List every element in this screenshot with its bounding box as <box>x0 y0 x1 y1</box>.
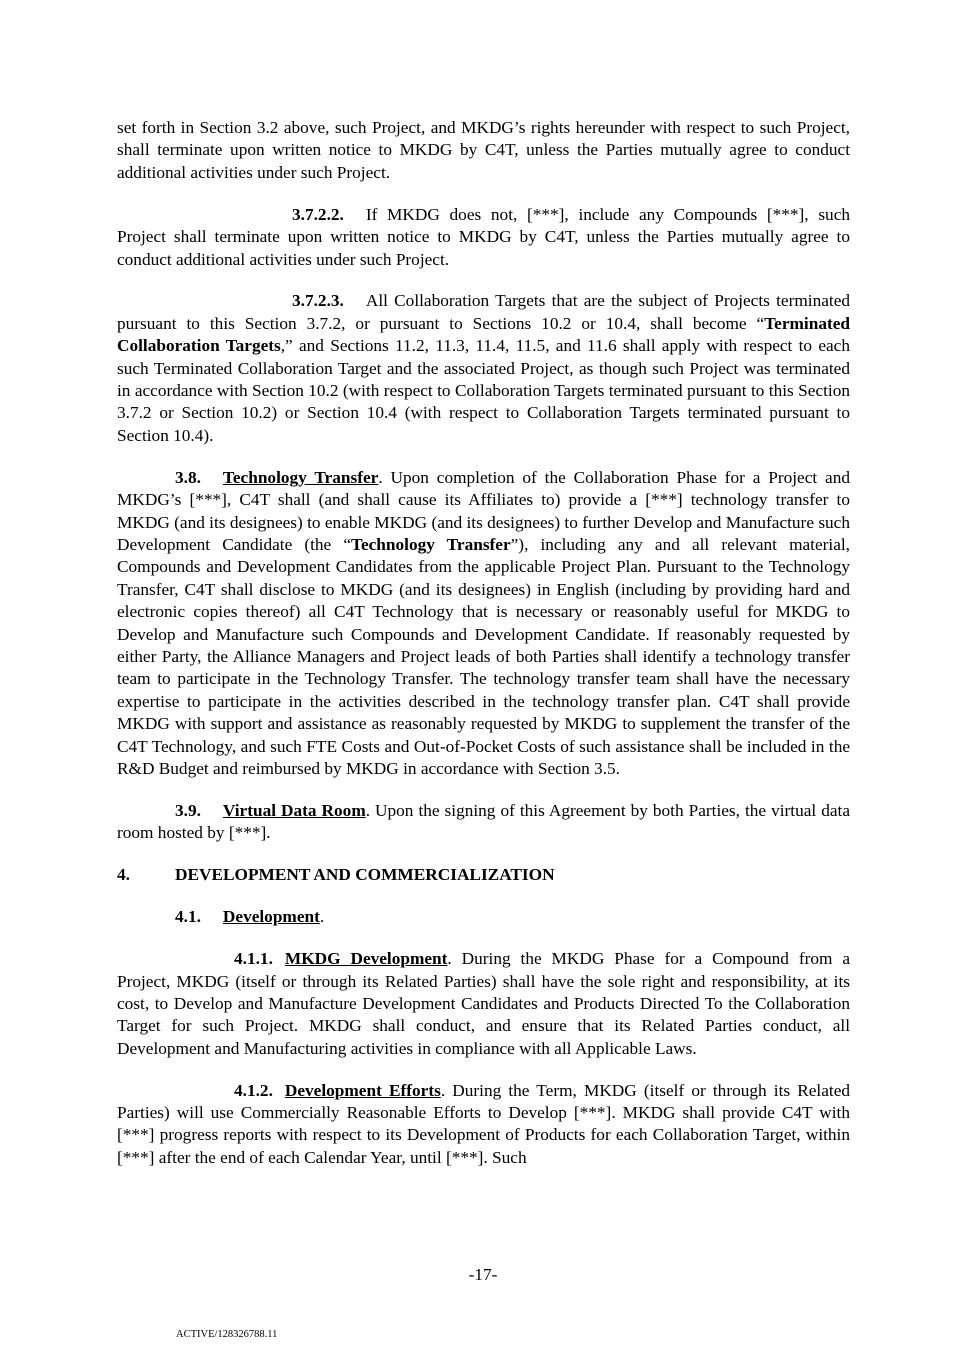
section-title: Development <box>222 907 320 927</box>
section-title: MKDG Development <box>284 949 448 969</box>
defined-term: Technology Transfer <box>351 535 511 554</box>
section-text: . During the Term, MKDG (itself or through its Related Parties) will use Commercially Reasonable Efforts to Develop [***]. MKDG shall provide C4T with [***] progress reports with respect to its Development of Products for each Collaboration Target, within [***] after the end of each Calendar Year, until [***]. Such <box>117 1080 851 1167</box>
section-text: . Upon completion of the Collaboration Phase for a Project and MKDG’s [***], C4T shall (and shall cause its Affiliates to) provide a [***] technology transfer to MKDG (and its designees) to enable MKDG (and its designees) to further Develop and Manufacture such Development Candidate (the “ <box>117 467 850 554</box>
section-text: ,” and Sections 11.2, 11.3, 11.4, 11.5, and 11.6 shall apply with respect to each such Terminated Collaboration Target and the associated Project, as though such Project was terminated in accordance with Section 10.2 (with respect to Collaboration Targets terminated pursuant to this Section 3.7.2 or Section 10.2) or Section 10.4 (with respect to Collaboration Targets terminated pursuant to Section 10.4). <box>117 336 850 445</box>
section-number: 3.7.2.3. <box>292 291 344 311</box>
section-title: Virtual Data Room <box>222 800 366 820</box>
section-4-1-2 <box>117 1080 850 1170</box>
section-3-7-2-3 <box>117 290 850 447</box>
section-text: . Upon the signing of this Agreement by both Parties, the virtual data room hosted by [***]. <box>117 800 850 843</box>
article-number: 4. <box>117 865 130 885</box>
section-3-8 <box>117 467 850 781</box>
section-number: 4.1.1. <box>234 949 273 969</box>
paragraph-continuation: set forth in Section 3.2 above, such Project, and MKDG’s rights hereunder with respect to such Project, shall terminate upon written notice to MKDG by C4T, unless the Parties mutually agree to conduct additional activities under such Project. <box>117 118 850 182</box>
document-footer-id: ACTIVE/128326788.11 <box>176 1329 278 1340</box>
section-text: . During the MKDG Phase for a Compound from a Project, MKDG (itself or through its Related Parties) shall have the sole right and responsibility, at its cost, to Develop and Manufacture Development Candidates and Products Directed To the Collaboration Target for such Project. MKDG shall conduct, and ensure that its Related Parties conduct, all Development and Manufacturing activities in compliance with all Applicable Laws. <box>117 949 850 1058</box>
section-number: 4.1. <box>175 907 201 927</box>
section-text: . <box>319 907 325 927</box>
article-title: DEVELOPMENT AND COMMERCIALIZATION <box>175 865 555 885</box>
section-4-1 <box>117 906 850 928</box>
section-text: All Collaboration Targets that are the subject of Projects terminated pursuant to this Section 3.7.2, or pursuant to Sections 10.2 or 10.4, shall become “ <box>117 291 850 333</box>
section-4-1-1 <box>117 948 850 1060</box>
page-number: -17- <box>468 1265 498 1284</box>
article-4-heading <box>117 864 850 886</box>
document-body <box>117 117 850 1189</box>
section-3-9 <box>117 800 850 845</box>
section-number: 4.1.2. <box>234 1080 273 1100</box>
section-title: Technology Transfer <box>222 467 379 487</box>
section-number: 3.9. <box>175 800 201 820</box>
section-3-7-2-2 <box>117 204 850 271</box>
section-number: 3.8. <box>175 467 201 487</box>
section-text: If MKDG does not, [***], include any Compounds [***], such Project shall terminate upon written notice to MKDG by C4T, unless the Parties mutually agree to conduct additional activities under such Project. <box>117 204 850 269</box>
section-title: Development Efforts <box>284 1080 441 1100</box>
section-text: ”), including any and all relevant material, Compounds and Development Candidates from the applicable Project Plan. Pursuant to the Technology Transfer, C4T shall disclose to MKDG (and its designees) in English (including by providing hard and electronic copies thereof) all C4T Technology that is necessary or reasonably useful for MKDG to Develop and Manufacture such Compounds and Development Candidate. If reasonably requested by either Party, the Alliance Managers and Project leads of both Parties shall identify a technology transfer team to participate in the Technology Transfer. The technology transfer team shall have the necessary expertise to participate in the activities described in the technology transfer plan. C4T shall provide MKDG with support and assistance as reasonably requested by MKDG to supplement the transfer of the C4T Technology, and such FTE Costs and Out-of-Pocket Costs of such assistance shall be included in the R&D Budget and reimbursed by MKDG in accordance with Section 3.5. <box>117 535 851 779</box>
section-number: 3.7.2.2. <box>292 204 344 224</box>
defined-term: Terminated Collaboration Targets <box>117 313 850 356</box>
